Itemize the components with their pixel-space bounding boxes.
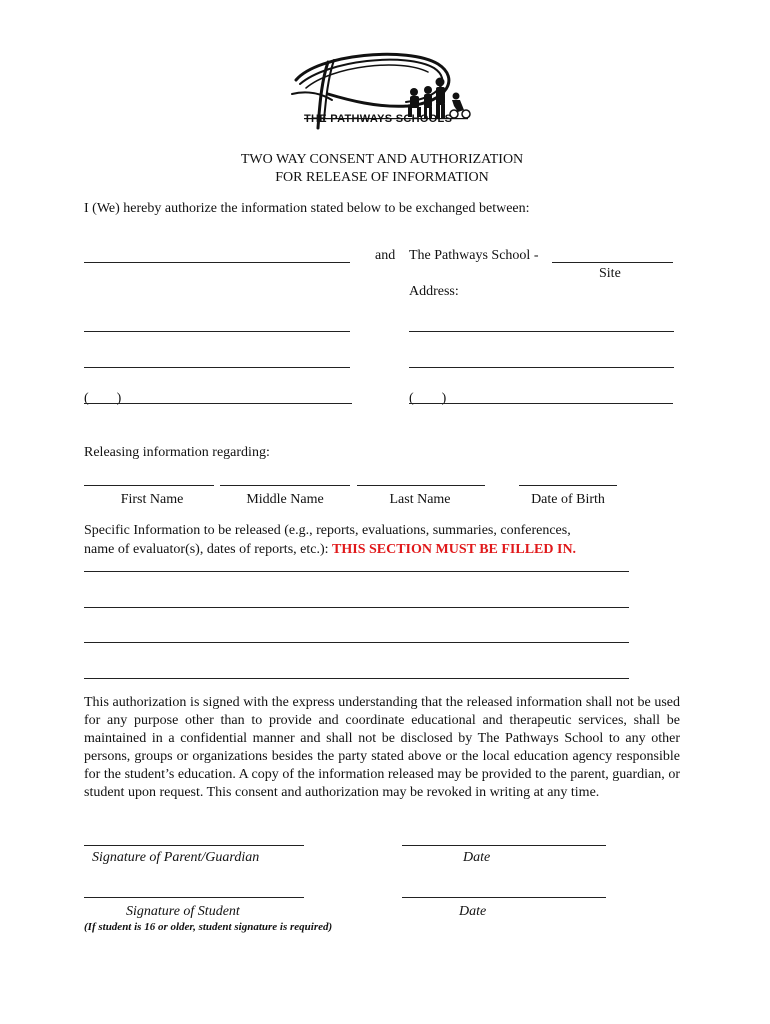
- dob-label: Date of Birth: [531, 492, 605, 507]
- middle-name-field[interactable]: [220, 485, 350, 486]
- party-address-line1[interactable]: [84, 331, 350, 332]
- school-label: The Pathways School -: [409, 248, 539, 263]
- specific-info-prefix: name of evaluator(s), dates of reports, etc.):: [84, 542, 333, 557]
- first-name-label: First Name: [120, 492, 184, 507]
- authorization-paragraph: This authorization is signed with the express understanding that the released information shall not be used for any purpose other than to provide and coordinate educational and therapeutic services, shall be maintained in a confidential manner and shall not be disclosed by The Pathways School to any other persons, groups or organizations besides the party stated above or the local education agency responsible for the student’s education. A copy of the information released may be provided to the parent, guardian, or student upon request. This consent and authorization may be revoked in writing at any time.: [84, 695, 680, 800]
- form-title-line2: FOR RELEASE OF INFORMATION: [275, 170, 489, 185]
- last-name-field[interactable]: [357, 485, 485, 486]
- school-phone-field[interactable]: [409, 403, 673, 404]
- student-signature-note: (If student is 16 or older, student signature is required): [84, 921, 333, 933]
- site-field[interactable]: [552, 262, 673, 263]
- site-label: Site: [599, 266, 621, 281]
- school-address-line2[interactable]: [409, 367, 674, 368]
- first-name-field[interactable]: [84, 485, 214, 486]
- date-field-1[interactable]: [402, 845, 606, 846]
- school-address-line1[interactable]: [409, 331, 674, 332]
- party-phone-field[interactable]: [84, 403, 352, 404]
- and-text: and: [375, 248, 396, 263]
- specific-info-line1: Specific Information to be released (e.g., reports, evaluations, summaries, conferences,: [84, 523, 571, 538]
- party-phone-prefix: ( ): [84, 391, 122, 406]
- releasing-label: Releasing information regarding:: [84, 445, 270, 460]
- specific-info-field-1[interactable]: [84, 571, 629, 572]
- date-label-1: Date: [463, 850, 491, 865]
- pathways-logo: [288, 50, 478, 132]
- dob-field[interactable]: [519, 485, 617, 486]
- intro-text: I (We) hereby authorize the information stated below to be exchanged between:: [84, 201, 530, 216]
- required-warning: THIS SECTION MUST BE FILLED IN.: [332, 542, 577, 557]
- student-signature-field[interactable]: [84, 897, 304, 898]
- logo-text: THE PATHWAYS SCHOOLS: [304, 113, 453, 125]
- student-signature-label: Signature of Student: [126, 904, 240, 919]
- address-label: Address:: [409, 284, 459, 299]
- specific-info-field-4[interactable]: [84, 678, 629, 679]
- specific-info-line2: [84, 541, 576, 558]
- parent-signature-label: Signature of Parent/Guardian: [92, 850, 260, 865]
- parent-signature-field[interactable]: [84, 845, 304, 846]
- last-name-label: Last Name: [389, 492, 451, 507]
- school-phone-prefix: ( ): [409, 391, 447, 406]
- middle-name-label: Middle Name: [246, 492, 324, 507]
- specific-info-field-2[interactable]: [84, 607, 629, 608]
- date-field-2[interactable]: [402, 897, 606, 898]
- party-address-line2[interactable]: [84, 367, 350, 368]
- specific-info-field-3[interactable]: [84, 642, 629, 643]
- party-name-field[interactable]: [84, 262, 350, 263]
- date-label-2: Date: [459, 904, 487, 919]
- form-title-line1: TWO WAY CONSENT AND AUTHORIZATION: [240, 152, 524, 167]
